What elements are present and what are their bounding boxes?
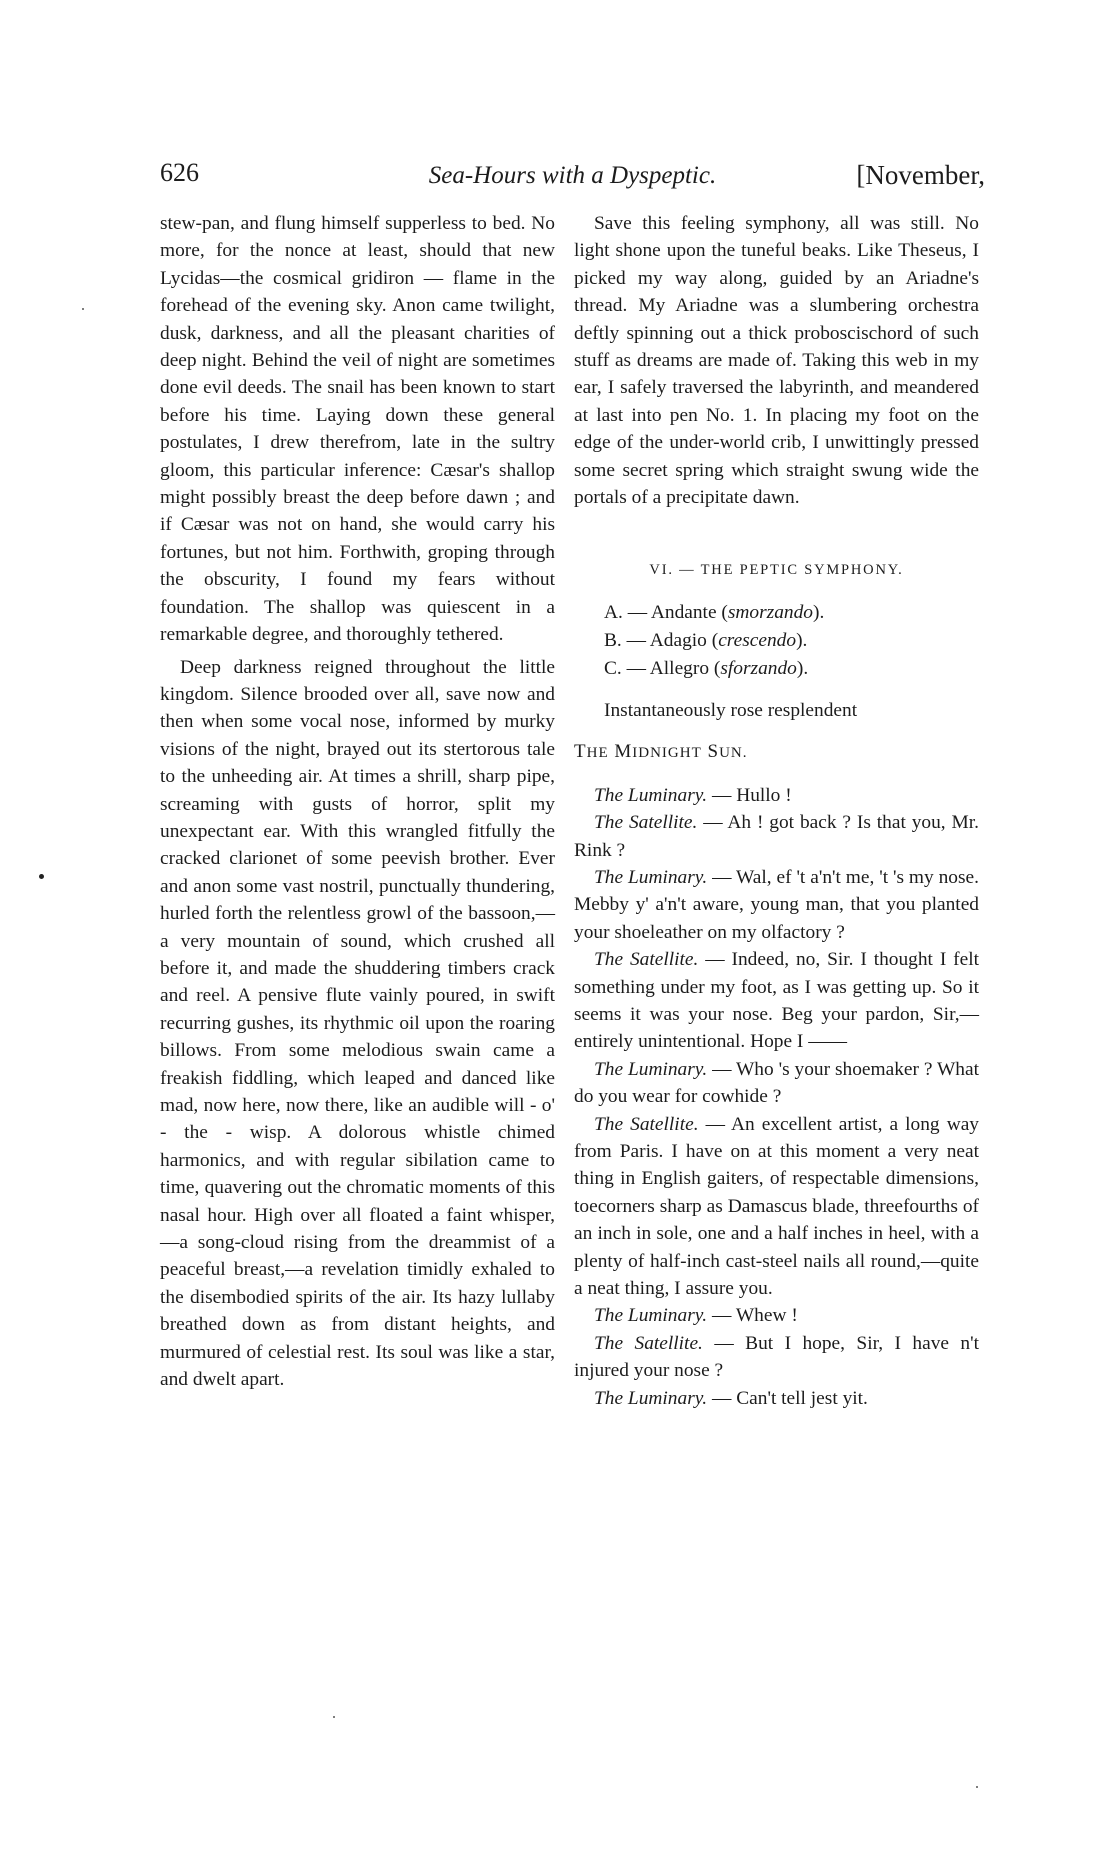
speaker: The Satellite. — [594, 1113, 699, 1135]
speaker: The Luminary. — [594, 1387, 708, 1409]
dialogue-line — [574, 1302, 979, 1329]
movement-marking: crescendo — [718, 629, 797, 651]
paragraph: stew-pan, and flung himself supperless to bed. No more, for the nonce at least, should that new Lycidas—the cosmical gridiron — flame in the forehead of the evening sky. Anon came twilight, dusk, darkness, and all the pleasant charities of deep night. Behind the veil of night are sometimes done evil deeds. The snail has been known to start before his time. Laying down these general postulates, I drew therefrom, late in the sultry gloom, this particular inference: Cæsar's shallop might possibly breast the deep before dawn ; and if Cæsar was not on hand, she would carry his fortunes, but not him. Forthwith, groping through the obscurity, I found my fears without foundation. The shallop was quiescent in a remarkable degree, and thoroughly tethered. — [160, 213, 555, 646]
dialogue-line — [574, 1056, 979, 1111]
dialogue-line — [574, 782, 979, 809]
paper-speck — [39, 874, 44, 879]
dialogue-line — [574, 1385, 979, 1412]
speech: — An excellent artist, a long way from Paris. I have on at this moment a very neat thing in English gaiters, of respectable dimensions, toecorners sharp as Damascus blade, threefourths of an inch in sole, one and a half inches in heel, with a plenty of half-inch cast-steel nails all round,—quite a neat thing, I assure you. — [574, 1113, 979, 1299]
movement-item — [574, 627, 979, 655]
dialogue-line — [574, 809, 979, 864]
paragraph: Deep darkness reigned throughout the little kingdom. Silence brooded over all, save now and then when some vocal nose, informed by murky visions of the night, brayed out its stertorous tale to the unheeding air. At times a shrill, sharp pipe, screaming with gusts of horror, split my unexpectant ear. With this wrangled fitfully the cracked clarionet of some peevish brother. Ever and anon some vast nostril, punctually thundering, hurled forth the relentless growl of the bassoon,— a very mountain of sound, which crushed all before it, and made the shuddering timbers crack and reel. A pensive flute vainly poured, in swift recurring gushes, its rhythmic oil upon the roaring billows. From some melodious swain came a freakish fiddling, which leaped and danced like mad, now here, now there, like an audible will - o' - the - wisp. A dolorous whistle chimed harmonics, and with regular sibilation came to time, quavering out the chromatic moments of this nasal hour. High over all floated a faint whisper, —a song-cloud rising from the dreammist of a peaceful breast,—a revelation timidly exhaled to the disembodied spirits of the air. Its hazy lullaby breathed down as from distant heights, and murmured of celestial rest. Its soul was like a star, and dwelt apart. — [160, 656, 555, 1391]
movement-label: B. — Adagio ( — [604, 629, 719, 651]
paragraph: Save this feeling symphony, all was still. No light shone upon the tuneful beaks. Like Theseus, I picked my way along, guided by an Ariadne's thread. My Ariadne was a slumbering orchestra deftly spinning out a thick proboscischord of such stuff as dreams are made of. Taking this web in my ear, I safely traversed the labyrinth, and meandered at last into pen No. 1. In placing my foot on the edge of the under-world crib, I unwittingly pressed some secret spring which straight swung wide the portals of a precipitate dawn. — [574, 213, 979, 509]
dialogue-line — [574, 1330, 979, 1385]
intro-line: Instantaneously rose resplendent — [604, 699, 858, 721]
movement-marking: sforzando — [720, 657, 797, 679]
speech: — Can't tell jest yit. — [707, 1387, 868, 1409]
movement-label: A. — Andante ( — [604, 601, 728, 623]
movement-marking: smorzando — [727, 601, 813, 623]
dialogue-line — [574, 1111, 979, 1303]
speaker: The Luminary. — [594, 1305, 708, 1327]
movement-close: ). — [813, 601, 825, 623]
dialogue-line — [574, 946, 979, 1056]
speaker: The Satellite. — [594, 812, 698, 834]
running-title: Sea-Hours with a Dyspeptic. — [428, 162, 717, 189]
scene-title: THE MIDNIGHT SUN. — [574, 741, 748, 763]
paper-speck — [976, 1786, 978, 1788]
right-column — [574, 210, 979, 1412]
dialogue-line — [574, 864, 979, 946]
speech: — Whew ! — [707, 1305, 798, 1327]
speech: — But I hope, Sir, I have n't injured your nose ? — [574, 1332, 979, 1382]
speech: — Wal, ef 't a'n't me, 't 's my nose. Mebby y' a'n't aware, young man, that you planted your shoeleather on my olfactory ? — [574, 866, 979, 943]
movement-item — [574, 599, 979, 627]
page-number: 626 — [160, 158, 199, 187]
speaker: The Satellite. — [594, 949, 699, 971]
paper-speck — [82, 308, 84, 310]
movement-item — [574, 655, 979, 683]
speech: — Hullo ! — [707, 784, 792, 806]
movement-close: ). — [796, 657, 809, 679]
speech: — Indeed, no, Sir. I thought I felt something under my foot, as I was getting up. So it seems it was your nose. Beg your pardon, Sir,—entirely unintentional. Hope I —— — [574, 949, 979, 1053]
movement-label: C. — Allegro ( — [604, 657, 721, 679]
section-heading: VI. — THE PEPTIC SYMPHONY. — [649, 562, 904, 579]
speech: — Ah ! got back ? Is that you, Mr. Rink ? — [574, 812, 979, 861]
speaker: The Satellite. — [594, 1332, 703, 1354]
movement-close: ). — [796, 629, 808, 651]
header-month: [November, — [856, 160, 985, 190]
paper-speck — [333, 1716, 335, 1718]
running-header — [160, 158, 985, 198]
speaker: The Luminary. — [594, 1058, 708, 1080]
speech: — Who 's your shoemaker ? What do you wear for cowhide ? — [574, 1058, 979, 1108]
speaker: The Luminary. — [594, 784, 708, 806]
left-column — [160, 210, 555, 1393]
speaker: The Luminary. — [594, 866, 708, 888]
